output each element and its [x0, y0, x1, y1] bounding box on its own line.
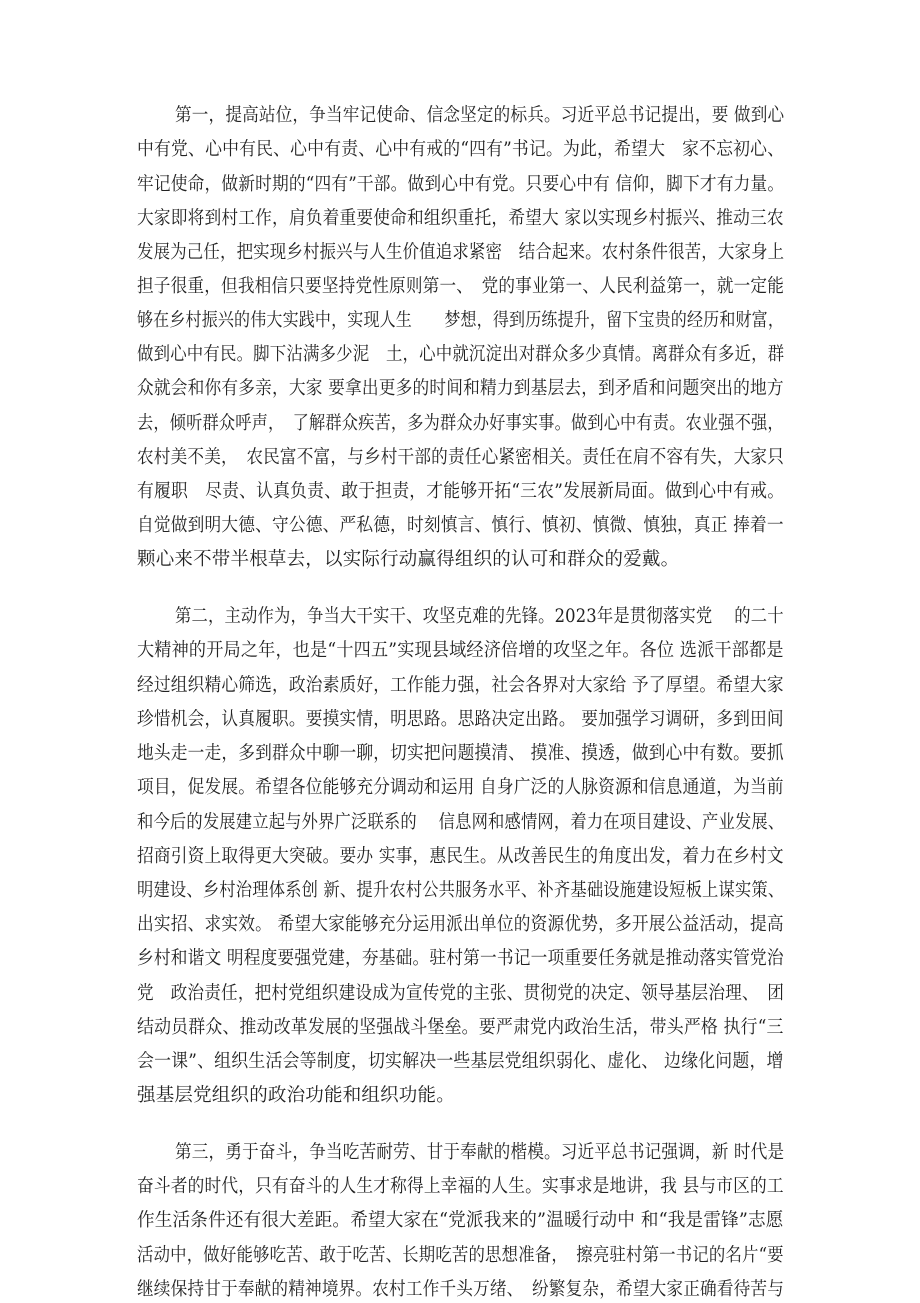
text-line: 有履职 尽责、认真负责、敢于担责，才能够开拓“三农”发展新局面。做到心中有戒。	[137, 481, 785, 502]
text-line: 牢记使命，做新时期的“四有”干部。做到心中有党。只要心中有 信仰，脚下才有力量。	[137, 174, 785, 195]
text-line: 强基层党组织的政治功能和组织功能。	[137, 1085, 455, 1106]
text-line: 中有党、心中有民、心中有责、心中有戒的“四有”书记。为此，希望大 家不忘初心、	[137, 139, 785, 160]
text-line: 地头走一走，多到群众中聊一聊，切实把问题摸清、 摸准、摸透，做到心中有数。要抓	[137, 743, 784, 764]
text-line: 党 政治责任，把村党组织建设成为宣传党的主张、贯彻党的决定、领导基层治理、 团	[137, 983, 785, 1004]
text-line: 做到心中有民。脚下沾满多少泥 土，心中就沉淀出对群众多少真情。离群众有多近，群	[137, 344, 785, 365]
text-line: 大家即将到村工作，肩负着重要使命和组织重托，希望大 家以实现乡村振兴、推动三农	[137, 208, 784, 229]
text-line: 大精神的开局之年，也是“十四五”实现县域经济倍增的攻坚之年。各位 选派干部都是	[137, 640, 784, 661]
text-line: 够在乡村振兴的伟大实践中，实现人生 梦想，得到历练提升，留下宝贵的经历和财富，	[137, 310, 785, 331]
text-line: 招商引资上取得更大突破。要办 实事，惠民生。从改善民生的角度出发，着力在乡村文	[137, 846, 784, 867]
text-line: 众就会和你有多亲，大家 要拿出更多的时间和精力到基层去，到矛盾和问题突出的地方	[137, 378, 784, 399]
text-line: 乡村和谐文 明程度要强党建，夯基础。驻村第一书记一项重要任务就是推动落实管党治	[137, 948, 784, 969]
text-line: 继续保持甘于奉献的精神境界。农村工作千头万绪、 纷繁复杂，希望大家正确看待苦与	[137, 1279, 785, 1300]
text-line: 奋斗者的时代，只有奋斗的人生才称得上幸福的人生。实事求是地讲，我 县与市区的工	[137, 1176, 784, 1197]
text-line: 会一课”、组织生活会等制度，切实解决一些基层党组织弱化、虚化、 边缘化问题，增	[137, 1051, 784, 1072]
text-line: 第三，勇于奋斗，争当吃苦耐劳、甘于奉献的楷模。习近平总书记强调，新 时代是	[175, 1142, 785, 1163]
text-line: 结动员群众、推动改革发展的坚强战斗堡垒。要严肃党内政治生活，带头严格 执行“三	[137, 1017, 784, 1038]
text-line: 活动中，做好能够吃苦、敢于吃苦、长期吃苦的思想准备， 擦亮驻村第一书记的名片“要	[137, 1245, 784, 1266]
text-line: 农村美不美， 农民富不富，与乡村干部的责任心紧密相关。责任在肩不容有失，大家只	[137, 447, 785, 468]
text-line: 自觉做到明大德、守公德、严私德，时刻慎言、慎行、慎初、慎微、慎独，真正 捧着一	[137, 515, 784, 536]
text-line: 珍惜机会，认真履职。要摸实情，明思路。思路决定出路。 要加强学习调研，多到田间	[137, 709, 784, 730]
text-line: 颗心来不带半根草去，以实际行动赢得组织的认可和群众的爱戴。	[137, 549, 680, 570]
text-line: 作生活条件还有很大差距。希望大家在“党派我来的”温暖行动中 和“我是雷锋”志愿	[137, 1210, 784, 1231]
text-line: 项目，促发展。希望各位能够充分调动和运用 自身广泛的人脉资源和信息通道，为当前	[137, 777, 784, 798]
text-line: 明建设、乡村治理体系创 新、提升农村公共服务水平、补齐基础设施建设短板上谋实策、	[137, 880, 785, 901]
text-line: 发展为己任，把实现乡村振兴与人生价值追求紧密 结合起来。农村条件很苦，大家身上	[137, 242, 785, 263]
text-line: 担子很重，但我相信只要坚持党性原则第一、 党的事业第一、人民利益第一，就一定能	[137, 276, 785, 297]
text-line: 第二，主动作为，争当大干实干、攻坚克难的先锋。2023年是贯彻落实党 的二十	[175, 606, 784, 627]
text-line: 出实招、求实效。 希望大家能够充分运用派出单位的资源优势，多开展公益活动，提高	[137, 914, 784, 935]
text-line: 第一，提高站位，争当牢记使命、信念坚定的标兵。习近平总书记提出，要 做到心	[175, 105, 785, 126]
text-line: 经过组织精心筛选，政治素质好，工作能力强，社会各界对大家给 予了厚望。希望大家	[137, 675, 784, 696]
text-line: 去，倾听群众呼声， 了解群众疾苦，多为群众办好事实事。做到心中有责。农业强不强，	[137, 413, 784, 434]
text-line: 和今后的发展建立起与外界广泛联系的 信息网和感情网，着力在项目建设、产业发展、	[137, 812, 785, 833]
